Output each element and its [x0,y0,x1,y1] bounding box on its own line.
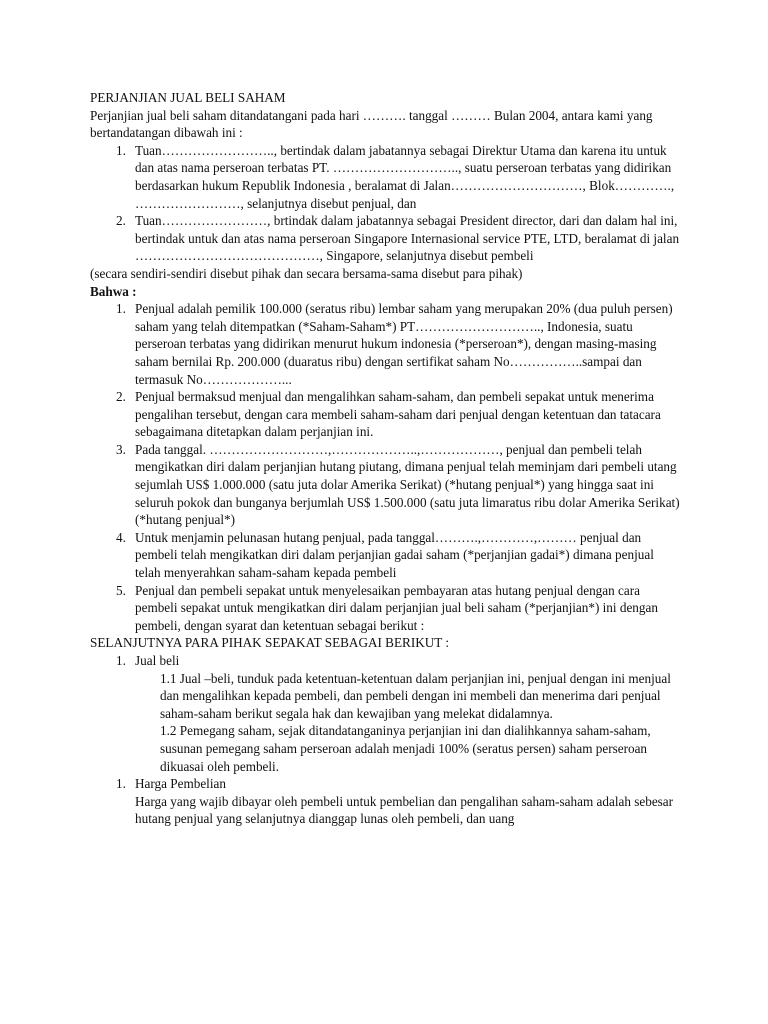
recital-text: Penjual bermaksud menjual dan mengalihkan saham-saham, dan pembeli sepakat untuk menerima pengalihan tersebut, dengan cara membeli saham-saham dari penjual dengan ketentuan dan tatacara sebagaimana ditetapkan dalam perjanjian ini. [135,389,661,440]
party-text: Tuan……………………, brtindak dalam jabatannya sebagai President director, dari dan dalam hal ini, bertindak untuk dan atas nama perseroan Singapore Internasional service PTE, LTD, beralamat di jalan ……………………………………, Singapore, selanjutnya disebut pembeli [135,213,680,264]
list-item [90,142,680,212]
bahwa-heading: Bahwa : [90,283,137,299]
list-item [90,300,680,388]
document-title: PERJANJIAN JUAL BELI SAHAM [90,90,286,105]
list-number: 2. [116,389,126,405]
recital-text: Penjual dan pembeli sepakat untuk menyelesaikan pembayaran atas hutang penjual dengan cara pembeli sepakat untuk mengikatkan diri dalam perjanjian jual beli saham (*perjanjian*) ini dengan pembeli, dengan syarat dan ketentuan sebagai berikut : [135,582,658,633]
list-item [90,388,680,441]
list-item [90,529,680,582]
list-number: 1. [116,301,126,317]
section-body: Harga yang wajib dibayar oleh pembeli untuk pembelian dan pengalihan saham-saham adalah sebesar hutang penjual yang selanjutnya dianggap lunas oleh pembeli, dan uang [135,793,674,827]
clause-1-2: 1.2 Pemegang saham, sejak ditandatanganinya perjanjian ini dan dialihkannya saham-saham, susunan pemegang saham perseroan adalah menjadi 100% (seratus persen) saham perseroan dikuasai oleh pembeli. [160,723,651,774]
section-title: Harga Pembelian [135,776,226,792]
agreement-heading: SELANJUTNYA PARA PIHAK SEPAKAT SEBAGAI BERIKUT : [90,635,450,651]
list-number: 1. [116,142,126,158]
sections-list [90,652,680,670]
recital-text: Penjual adalah pemilik 100.000 (seratus ribu) lembar saham yang merupakan 20% (dua puluh persen) saham yang telah ditempatkan (*Saham-Saham*) PT……………………….., Indonesia, suatu perseroan terbatas yang didirikan menurut hukum indonesia (*perseroan*), dengan masing-masing saham bernilai Rp. 200.000 (duaratus ribu) dengan sertifikat saham No……………..sampai dan termasuk No………………... [135,301,673,387]
section-title: Jual beli [135,653,180,668]
list-number: 2. [116,213,126,229]
list-number: 4. [116,529,126,545]
parties-list [90,142,680,265]
list-item [90,582,680,635]
list-item [90,775,680,793]
recitals-list [90,300,680,634]
list-number: 1. [116,653,126,668]
list-number: 3. [116,441,126,457]
list-number: 5. [116,582,126,598]
clause-1-1: 1.1 Jual –beli, tunduk pada ketentuan-ketentuan dalam perjanjian ini, penjual dengan ini menjual dan mengalihkan kepada pembeli, dan pembeli dengan ini membeli dan menerima dari penjual saham-saham berikut segala hak dan kewajiban yang melekat didalamnya. [160,670,671,721]
document-page [90,89,680,828]
intro-paragraph: Perjanjian jual beli saham ditandatangani pada hari ………. tanggal ……… Bulan 2004, antara kami yang bertandatangan dibawah ini : [90,107,653,141]
list-item [90,441,680,529]
recital-text: Pada tanggal. ………………………,………………..,………………, penjual dan pembeli telah mengikatkan diri dalam perjanjian hutang piutang, dimana penjual telah meminjam dari pembeli utang sejumlah US$ 1.000.000 (satu juta dolar Amerika Serikat) (*hutang penjual*) yang hingga saat ini seluruh pokok dan bunganya berjumlah US$ 1.500.000 (satu juta limaratus ribu dolar Amerika Serikat) (*hutang penjual*) [135,441,680,528]
list-item [90,652,680,670]
list-item [90,212,680,265]
recital-text: Untuk menjamin pelunasan hutang penjual, pada tanggal……….,…………,……… penjual dan pembeli telah mengikatkan diri dalam perjanjian gadai saham (*perjanjian gadai*) dimana penjual telah menyerahkan saham-saham kepada pembeli [135,529,654,581]
sections-list-2 [90,775,680,793]
party-text: Tuan…………………….., bertindak dalam jabatannya sebagai Direktur Utama dan karena itu untuk dan atas nama perseroan terbatas PT. ……………………….., suatu perseroan terbatas yang didirikan berdasarkan hukum Republik Indonesia , beralamat di Jalan…………………………, Blok…………., ……………………, selanjutnya disebut penjual, dan [135,142,675,211]
list-number: 1. [116,776,126,792]
parties-note: (secara sendiri-sendiri disebut pihak dan secara bersama-sama disebut para pihak) [90,265,523,281]
